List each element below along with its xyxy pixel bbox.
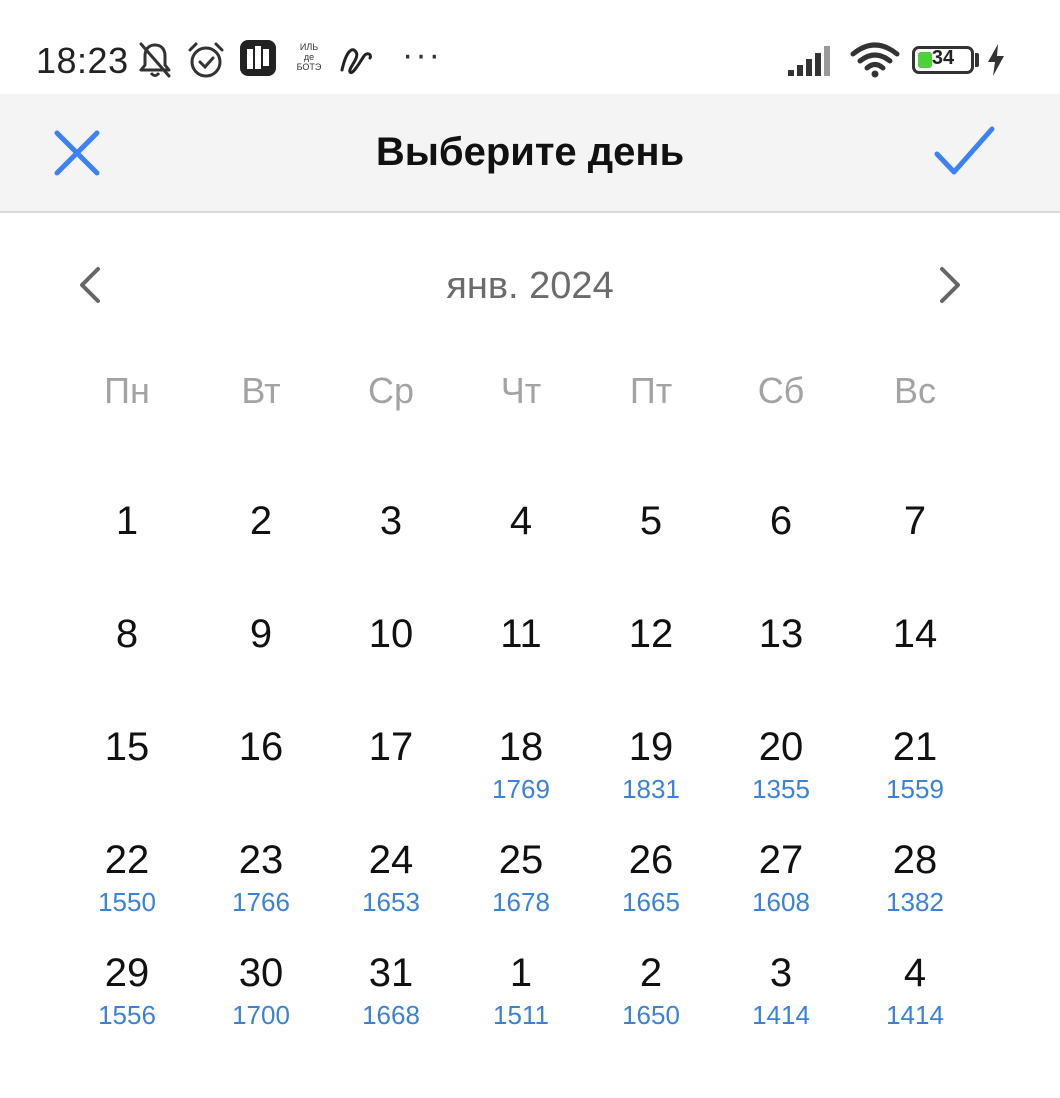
calendar-day-cell[interactable] bbox=[201, 611, 321, 711]
calendar-day-cell[interactable] bbox=[461, 837, 581, 937]
script-logo-icon bbox=[336, 40, 376, 85]
calendar-day-cell[interactable] bbox=[201, 724, 321, 824]
day-count: 1700 bbox=[232, 1000, 290, 1030]
day-number: 7 bbox=[903, 499, 927, 543]
day-number: 1 bbox=[509, 951, 533, 995]
calendar-day-cell[interactable] bbox=[331, 724, 451, 824]
calendar-day-cell[interactable] bbox=[201, 498, 321, 598]
calendar-day-cell[interactable] bbox=[461, 724, 581, 824]
day-count: 1668 bbox=[362, 1000, 420, 1030]
calendar-day-cell[interactable] bbox=[721, 611, 841, 711]
day-number: 20 bbox=[758, 725, 804, 769]
day-number: 29 bbox=[104, 951, 150, 995]
day-number: 28 bbox=[892, 838, 938, 882]
battery-level: 34 bbox=[931, 47, 955, 69]
dialog-header bbox=[0, 94, 1060, 213]
weekday-header bbox=[0, 370, 1060, 420]
calendar-day-cell[interactable] bbox=[461, 950, 581, 1050]
weekday-label: Сб bbox=[757, 370, 805, 411]
battery-nub bbox=[975, 53, 979, 67]
day-number: 16 bbox=[238, 725, 284, 769]
status-bar bbox=[0, 0, 1060, 94]
calendar-day-cell[interactable] bbox=[855, 950, 975, 1050]
calendar-day-cell[interactable] bbox=[461, 611, 581, 711]
day-number: 13 bbox=[758, 612, 804, 656]
day-count: 1414 bbox=[886, 1000, 944, 1030]
month-label: янв. 2024 bbox=[446, 265, 614, 307]
calendar-day-cell[interactable] bbox=[721, 950, 841, 1050]
calendar-day-cell[interactable] bbox=[591, 950, 711, 1050]
day-number: 6 bbox=[769, 499, 793, 543]
weekday-label: Пт bbox=[629, 370, 673, 411]
day-number: 5 bbox=[639, 499, 663, 543]
calendar-day-cell[interactable] bbox=[67, 611, 187, 711]
calendar-day-cell[interactable] bbox=[461, 498, 581, 598]
day-number: 3 bbox=[379, 499, 403, 543]
day-number: 15 bbox=[104, 725, 150, 769]
next-month-button[interactable] bbox=[930, 263, 970, 307]
day-number: 4 bbox=[509, 499, 533, 543]
day-number: 30 bbox=[238, 951, 284, 995]
day-number: 2 bbox=[249, 499, 273, 543]
more-notifications-icon: ··· bbox=[402, 36, 442, 74]
day-number: 22 bbox=[104, 838, 150, 882]
day-count: 1355 bbox=[752, 774, 810, 804]
day-number: 19 bbox=[628, 725, 674, 769]
alarm-clock-icon bbox=[186, 40, 226, 85]
weekday-label: Чт bbox=[500, 370, 542, 411]
brand-notification-icon: ИЛЬ де БОТЭ bbox=[296, 42, 322, 72]
day-number: 23 bbox=[238, 838, 284, 882]
calendar-day-cell[interactable] bbox=[855, 498, 975, 598]
calendar-day-cell[interactable] bbox=[67, 724, 187, 824]
calendar-day-cell[interactable] bbox=[331, 611, 451, 711]
weekday-label: Пн bbox=[104, 370, 150, 411]
calendar-day-cell[interactable] bbox=[721, 724, 841, 824]
calendar-day-cell[interactable] bbox=[67, 498, 187, 598]
calendar-day-cell[interactable] bbox=[331, 837, 451, 937]
calendar-day-cell[interactable] bbox=[201, 950, 321, 1050]
day-count: 1382 bbox=[886, 887, 944, 917]
calendar-day-cell[interactable] bbox=[201, 837, 321, 937]
app-notification-icon bbox=[240, 40, 276, 81]
day-number: 2 bbox=[639, 951, 663, 995]
calendar-day-cell[interactable] bbox=[331, 950, 451, 1050]
calendar-day-cell[interactable] bbox=[591, 837, 711, 937]
day-count: 1653 bbox=[362, 887, 420, 917]
weekday-label: Вт bbox=[241, 370, 281, 411]
confirm-button[interactable] bbox=[932, 124, 996, 180]
day-number: 24 bbox=[368, 838, 414, 882]
day-count: 1414 bbox=[752, 1000, 810, 1030]
day-count: 1831 bbox=[622, 774, 680, 804]
day-count: 1556 bbox=[98, 1000, 156, 1030]
day-count: 1650 bbox=[622, 1000, 680, 1030]
weekday-label: Ср bbox=[367, 370, 415, 411]
day-number: 1 bbox=[115, 499, 139, 543]
signal-icon bbox=[788, 44, 838, 83]
day-number: 10 bbox=[368, 612, 414, 656]
day-count: 1766 bbox=[232, 887, 290, 917]
day-number: 4 bbox=[903, 951, 927, 995]
calendar-day-cell[interactable] bbox=[591, 611, 711, 711]
day-number: 27 bbox=[758, 838, 804, 882]
calendar-day-cell[interactable] bbox=[591, 498, 711, 598]
day-count: 1665 bbox=[622, 887, 680, 917]
calendar-day-cell[interactable] bbox=[855, 724, 975, 824]
calendar-day-cell[interactable] bbox=[67, 837, 187, 937]
day-number: 3 bbox=[769, 951, 793, 995]
calendar-day-cell[interactable] bbox=[721, 498, 841, 598]
calendar-day-cell[interactable] bbox=[721, 837, 841, 937]
day-number: 21 bbox=[892, 725, 938, 769]
wifi-icon bbox=[850, 42, 900, 83]
calendar-day-cell[interactable] bbox=[331, 498, 451, 598]
day-number: 31 bbox=[368, 951, 414, 995]
day-number: 8 bbox=[115, 612, 139, 656]
calendar-day-cell[interactable] bbox=[591, 724, 711, 824]
chevron-right-icon bbox=[930, 263, 970, 307]
day-number: 9 bbox=[249, 612, 273, 656]
day-count: 1559 bbox=[886, 774, 944, 804]
status-time: 18:23 bbox=[36, 40, 129, 81]
calendar-day-cell[interactable] bbox=[855, 611, 975, 711]
muted-bell-icon bbox=[136, 40, 174, 85]
day-number: 26 bbox=[628, 838, 674, 882]
month-navigation bbox=[0, 255, 1060, 319]
day-count: 1769 bbox=[492, 774, 550, 804]
day-count: 1550 bbox=[98, 887, 156, 917]
day-number: 25 bbox=[498, 838, 544, 882]
day-number: 18 bbox=[498, 725, 544, 769]
calendar-day-cell[interactable] bbox=[67, 950, 187, 1050]
day-number: 11 bbox=[500, 612, 542, 656]
day-number: 12 bbox=[628, 612, 674, 656]
battery-icon bbox=[912, 46, 974, 74]
charging-bolt-icon bbox=[986, 44, 1006, 81]
day-number: 14 bbox=[892, 612, 938, 656]
day-count: 1608 bbox=[752, 887, 810, 917]
day-number: 17 bbox=[368, 725, 414, 769]
day-count: 1511 bbox=[493, 1000, 549, 1030]
page-title: Выберите день bbox=[375, 130, 685, 174]
checkmark-icon bbox=[932, 124, 996, 180]
day-count: 1678 bbox=[492, 887, 550, 917]
calendar-day-cell[interactable] bbox=[855, 837, 975, 937]
weekday-label: Вс bbox=[893, 370, 936, 411]
